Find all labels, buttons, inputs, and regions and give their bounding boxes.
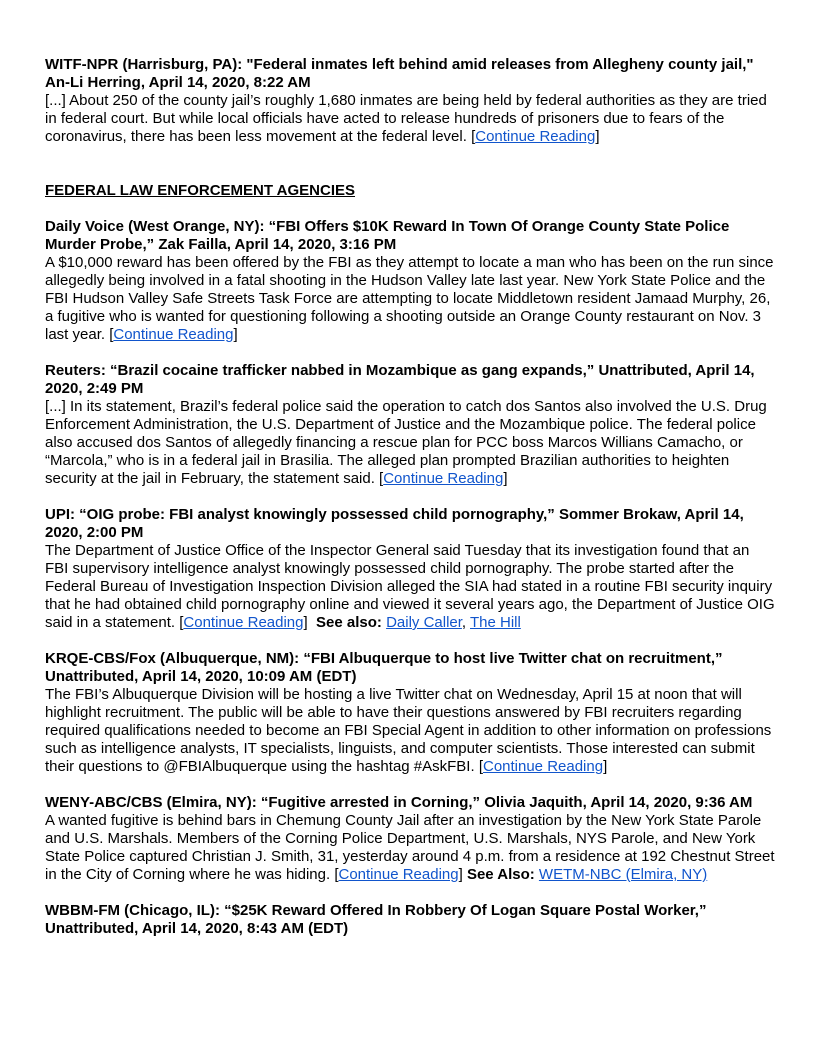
see-also-link-wetm[interactable]: WETM-NBC (Elmira, NY) (538, 866, 708, 883)
article-body-text: A $10,000 reward has been offered by the FBI as they attempt to locate a man who has been on the run since allegedly being involved in a fatal shooting in the Hudson Valley late last year. New York State Police and the FBI Hudson Valley Safe Streets Task Force are attempting to locate Middletown resident Jamaad Murphy, 26, a fugitive who is wanted for questioning following a shooting outside an Orange County restaurant on Nov. 3 last year. [ (45, 254, 774, 343)
see-also-link-daily-caller[interactable]: Daily Caller (386, 614, 462, 631)
article-upi (45, 506, 775, 632)
article-body (45, 812, 775, 884)
bracket-close: ] (458, 866, 463, 883)
continue-reading-link[interactable]: Continue Reading (383, 470, 504, 487)
article-body (45, 686, 775, 776)
article-body (45, 398, 775, 488)
article-headline: KRQE-CBS/Fox (Albuquerque, NM): “FBI Albuquerque to host live Twitter chat on recruitment,” Unattributed, April 14, 2020, 10:09 AM (EDT) (45, 650, 723, 685)
article-headline: WBBM-FM (Chicago, IL): “$25K Reward Offered In Robbery Of Logan Square Postal Worker,” Unattributed, April 14, 2020, 8:43 AM (EDT) (45, 902, 707, 937)
article-headline: Daily Voice (West Orange, NY): “FBI Offers $10K Reward In Town Of Orange County State Police Murder Probe,” Zak Failla, April 14, 2020, 3:16 PM (45, 218, 730, 253)
bracket-close: ] (303, 614, 308, 631)
article-body (45, 542, 775, 632)
continue-reading-link[interactable]: Continue Reading (475, 128, 596, 145)
article-headline: UPI: “OIG probe: FBI analyst knowingly possessed child pornography,” Sommer Brokaw, April 14, 2020, 2:00 PM (45, 506, 744, 541)
bracket-close: ] (233, 326, 238, 343)
article-body-text: A wanted fugitive is behind bars in Chemung County Jail after an investigation by the New York State Parole and U.S. Marshals. Members of the Corning Police Department, U.S. Marshals, NYS Parole, and New York State Police captured Christian J. Smith, 31, yesterday around 4 p.m. from a residence at 192 Chestnut Street in the City of Corning where he was hiding. [ (45, 812, 775, 883)
article-body (45, 92, 775, 146)
article-headline: Reuters: “Brazil cocaine trafficker nabbed in Mozambique as gang expands,” Unattributed, April 14, 2020, 2:49 PM (45, 362, 755, 397)
see-also-label: See Also: (466, 866, 535, 883)
article-weny (45, 794, 775, 884)
see-also-label: See also: (316, 614, 382, 631)
see-also-separator: , (461, 614, 470, 631)
article-body-text: The FBI’s Albuquerque Division will be hosting a live Twitter chat on Wednesday, April 15 at noon that will highlight recruitment. The public will be able to have their questions answered by FBI recruiters regarding required qualifications needed to become an FBI Special Agent in addition to other information on professions such as intelligence analysts, IT specialists, linguists, and computer scientists. Those interested can submit their questions to @FBIAlbuquerque using the hashtag #AskFBI. [ (45, 686, 772, 775)
bracket-close: ] (603, 758, 608, 775)
article-headline: WENY-ABC/CBS (Elmira, NY): “Fugitive arrested in Corning,” Olivia Jaquith, April 14, 2020, 9:36 AM (45, 794, 753, 811)
document-page (45, 56, 775, 938)
article-reuters (45, 362, 775, 488)
continue-reading-link[interactable]: Continue Reading (482, 758, 604, 775)
article-body-text: [...] In its statement, Brazil’s federal police said the operation to catch dos Santos also involved the U.S. Drug Enforcement Administration, the U.S. Department of Justice and the Mozambique police. The federal police also accused dos Santos of allegedly financing a rescue plan for PCC boss Marcos Willians Camacho, or “Marcola,” who is in a federal jail in Brasilia. The alleged plan prompted Brazilian authorities to heighten security at the jail in February, the statement said. [ (45, 398, 767, 487)
article-wbbm (45, 902, 775, 938)
article-body (45, 254, 775, 344)
bracket-close: ] (503, 470, 508, 487)
see-also-link-the-hill[interactable]: The Hill (470, 614, 521, 631)
continue-reading-link[interactable]: Continue Reading (183, 614, 304, 631)
bracket-close: ] (595, 128, 600, 145)
article-body-text: The Department of Justice Office of the Inspector General said Tuesday that its investigation found that an FBI supervisory intelligence analyst knowingly possessed child pornography. The probe started after the Federal Bureau of Investigation Inspection Division alleged the SIA had stated in a routine FBI security inquiry that he had obtained child pornography online and viewed it several years ago, the Department of Justice OIG said in a statement. [ (45, 542, 775, 631)
section-title: FEDERAL LAW ENFORCEMENT AGENCIES (45, 182, 356, 199)
article-krqe (45, 650, 775, 776)
continue-reading-link[interactable]: Continue Reading (338, 866, 459, 883)
continue-reading-link[interactable]: Continue Reading (113, 326, 234, 343)
article-headline: WITF-NPR (Harrisburg, PA): "Federal inmates left behind amid releases from Allegheny county jail," An-Li Herring, April 14, 2020, 8:22 AM (45, 56, 754, 91)
article-witf (45, 56, 775, 146)
article-daily-voice (45, 218, 775, 344)
article-body-text: [...] About 250 of the county jail’s roughly 1,680 inmates are being held by federal authorities as they are tried in federal court. But while local officials have acted to release hundreds of prisoners due to fears of the coronavirus, there has been less movement at the federal level. [ (45, 92, 767, 145)
